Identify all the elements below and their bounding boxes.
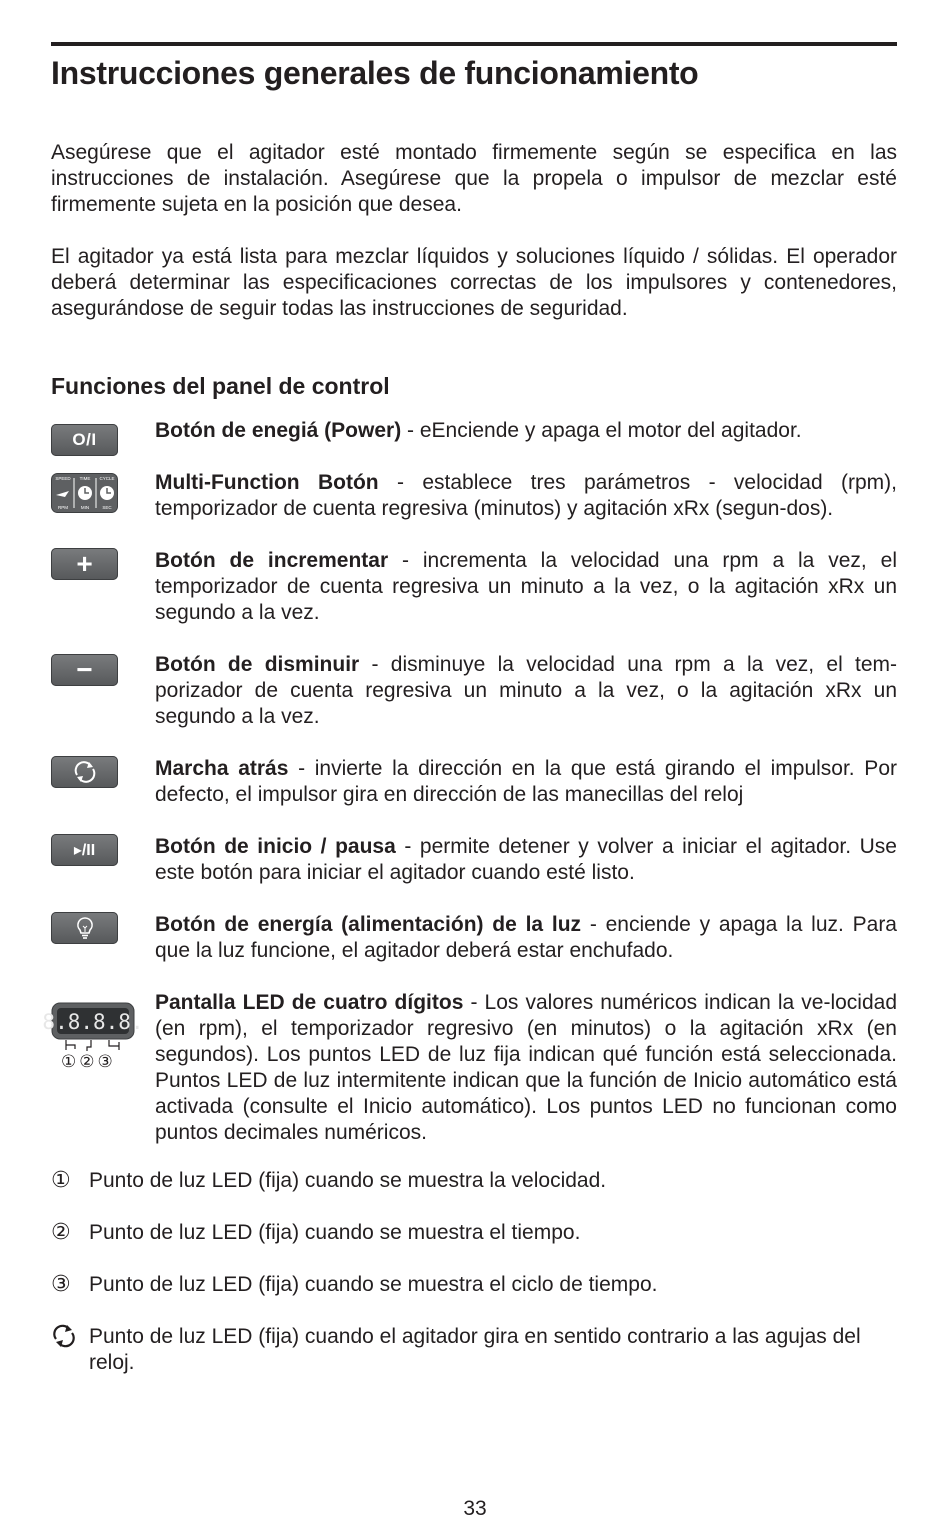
note-speed: ① Punto de luz LED (fija) cuando se muestra la velocidad. — [51, 1167, 607, 1192]
reverse-button-icon — [51, 756, 118, 788]
label-time: TIME — [79, 476, 91, 481]
label-cycle: CYCLE — [99, 476, 115, 481]
list-item-decrement — [51, 652, 897, 730]
item-term: Botón de enegiá (Power) — [155, 419, 402, 442]
led-notes — [51, 1168, 897, 1376]
list-item-multi-function — [51, 470, 897, 522]
power-button-icon: O/I — [51, 424, 118, 456]
control-panel-list — [42, 418, 898, 1146]
note-cycle: ③ Punto de luz LED (fija) cuando se muestra el ciclo de tiempo. — [51, 1271, 658, 1296]
intro-paragraph-1: Asegúrese que el agitador esté montado firmemente según se especifica en las instrucciones de instalación. Asegúrese que la propela o impulsor de mezclar esté firmemente sujeta en la posición que desea. — [51, 141, 897, 216]
item-term: Pantalla LED de cuatro dígitos — [155, 991, 464, 1014]
list-item-light — [51, 912, 897, 964]
play-pause-button-icon: ▸/II — [51, 834, 118, 866]
label-sec: SEC — [102, 505, 112, 510]
item-desc: - permite detener y volver a iniciar el agitador. Use este botón para iniciar el agitador cuando esté listo. — [155, 835, 897, 884]
label-speed: SPEED — [55, 476, 71, 481]
label-rpm: RPM — [58, 505, 68, 510]
page-title: Instrucciones generales de funcionamiento — [51, 55, 699, 91]
note-time: ② Punto de luz LED (fija) cuando se muestra el tiempo. — [51, 1219, 581, 1244]
item-term: Botón de disminuir — [155, 653, 360, 676]
list-item-led-display — [42, 990, 898, 1146]
intro-paragraph-2: El agitador ya está lista para mezclar líquidos y soluciones líquido / sólidas. El operador deberá determinar las especificaciones correctas de los impulsores y contenedores, asegurándose de seguir todas las instrucciones de seguridad. — [51, 245, 897, 320]
list-item-increment — [51, 548, 897, 626]
reverse-arrows-icon — [51, 1324, 77, 1353]
item-desc: - disminuye la velocidad una rpm a la vez, el tem-porizador de cuenta regresiva un minuto a la vez, o la agitación xRx un segundo a la vez. — [155, 653, 898, 728]
label-min: MIN — [80, 505, 90, 510]
minus-button-icon: − — [51, 654, 118, 686]
top-rule — [51, 42, 897, 46]
led-display-icon — [42, 1002, 144, 1071]
light-button-icon — [51, 912, 118, 944]
circled-two: ② — [51, 1219, 71, 1244]
led-markers: ①②③ — [61, 1052, 116, 1071]
list-item-reverse — [51, 756, 897, 808]
list-item-power — [51, 418, 897, 449]
item-desc: - invierte la dirección en la que está girando el impulsor. Por defecto, el impulsor gira en dirección de las manecillas del reloj — [155, 757, 897, 806]
note-reverse: Punto de luz LED (fija) cuando el agitador gira en sentido contrario a las agujas del reloj. — [51, 1324, 897, 1376]
item-desc: - eEnciende y apaga el motor del agitador. — [401, 419, 802, 442]
led-digits: 8.8.8.8. — [42, 1010, 144, 1034]
item-term: Botón de inicio / pausa — [155, 835, 396, 858]
item-term: Botón de incrementar — [155, 549, 389, 572]
circled-three: ③ — [51, 1271, 71, 1296]
item-desc: - Los valores numéricos indican la ve-locidad (en rpm), el temporizador regresivo (en minutos) o la agitación xRx (en segundos). Los puntos LED de luz fija indican qué función está seleccionada. Puntos LED de luz intermitente indican que la función de Inicio automático está activada (consulte el Inicio automático). Los puntos LED no funcionan como puntos decimales numéricos. — [155, 991, 898, 1144]
list-item-start-pause — [51, 834, 897, 886]
item-term: Marcha atrás — [155, 757, 289, 780]
item-desc: - incrementa la velocidad una rpm a la vez, el temporizador de cuenta regresiva un minuto a la vez, o la agitación xRx un segundo a la vez. — [155, 549, 897, 624]
page-number: 33 — [463, 1497, 487, 1520]
manual-page — [42, 42, 898, 1376]
item-desc: - establece tres parámetros - velocidad (rpm), temporizador de cuenta regresiva (minutos) y agitación xRx (segun-dos). — [155, 471, 897, 520]
circled-one: ① — [51, 1167, 71, 1192]
section-title: Funciones del panel de control — [51, 373, 390, 399]
item-term: Botón de energía (alimentación) de la luz — [155, 913, 582, 936]
multi-function-button-icon — [51, 473, 118, 518]
plus-button-icon: + — [51, 548, 118, 580]
item-desc: - enciende y apaga la luz. Para que la luz funcione, el agitador deberá estar enchufado. — [155, 913, 897, 962]
item-term: Multi-Function Botón — [155, 471, 379, 494]
